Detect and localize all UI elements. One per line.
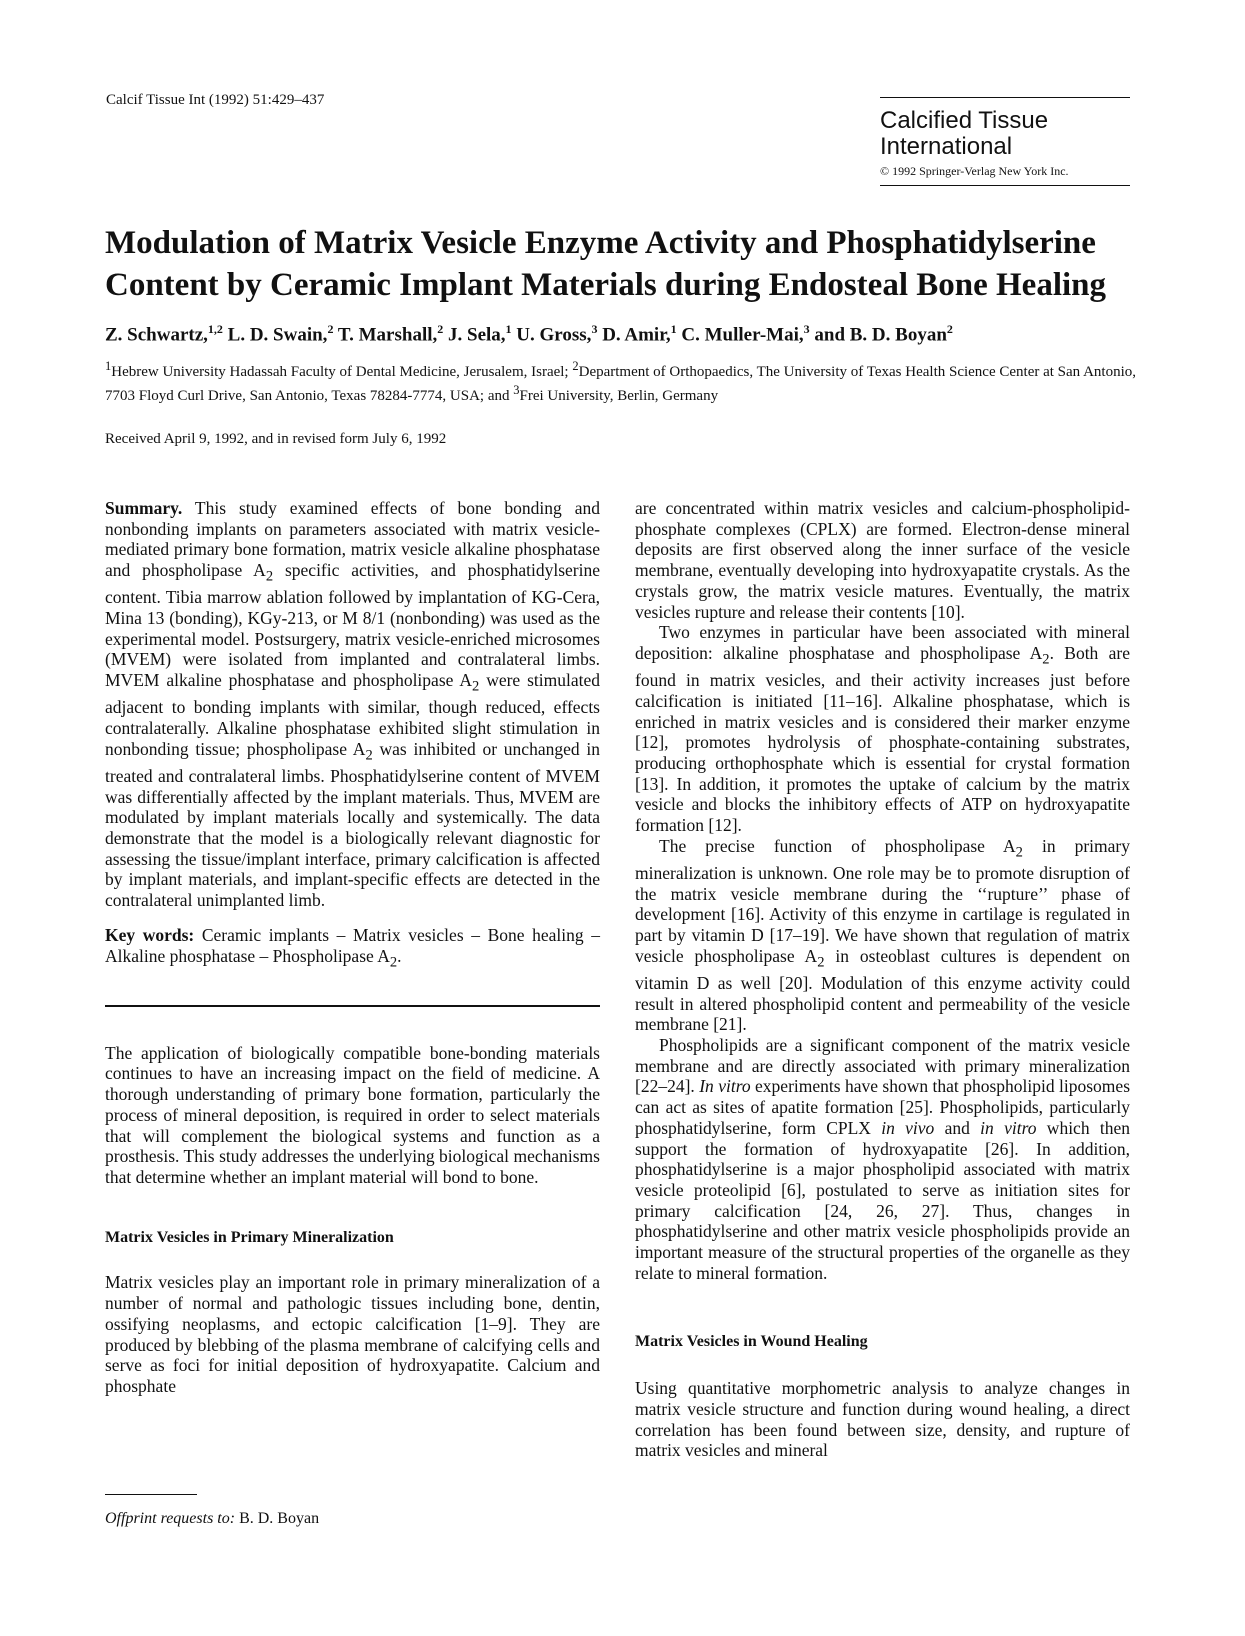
paragraph-phospholipids: Phospholipids are a significant component of the matrix vesicle membrane and are directly associated with primary mineralization [22–24]. In vitro experiments have shown that phospholipid liposomes can act as sites of apatite formation [25]. Phospholipids, particularly phosphatidylserine, form CPLX in vivo and in vitro which then support the formation of hydroxyapatite [26]. In addition, phosphatidylserine is a major phospholipid associated with matrix vesicle proteolipid [6], postulated to serve as initiation sites for primary calcification [24, 26, 27]. Thus, changes in phosphatidylserine and other matrix vesicle phospholipids provide an important measure of the structural properties of the organelle as they relate to mineral formation. bbox=[635, 1035, 1130, 1283]
article-title-line1: Modulation of Matrix Vesicle Enzyme Activity and Phosphatidylserine bbox=[105, 225, 1096, 261]
journal-name-line1: Calcified Tissue bbox=[880, 107, 1049, 134]
author-name: and B. D. Boyan bbox=[814, 324, 947, 346]
section-heading-wound-healing: Matrix Vesicles in Wound Healing bbox=[635, 1332, 868, 1350]
paragraph-enzymes: Two enzymes in particular have been associated with mineral deposition: alkaline phosphatase and phospholipase $A_2$. Both are found in matrix vesicles, and their activity increases just before calcification is initiated [11–16]. Alkaline phosphatase, which is enriched in matrix vesicles and is considered their marker enzyme [12], promotes hydrolysis of phosphate-containing substrates, producing orthophosphate which is essential for crystal formation [13]. In addition, it promotes the uptake of calcium by the matrix vesicle and blocks the inhibitory effects of ATP on hydroxyapatite formation [12]. bbox=[635, 622, 1130, 836]
author-affiliation-marker: 2 bbox=[946, 322, 953, 336]
footnote-divider bbox=[105, 1494, 197, 1495]
masthead-bottom-rule bbox=[880, 185, 1130, 186]
right-column bbox=[635, 498, 1130, 1461]
journal-citation: Calcif Tissue Int (1992) 51:429–437 bbox=[106, 92, 325, 108]
journal-masthead bbox=[880, 97, 1130, 186]
offprint-footnote bbox=[105, 1510, 319, 1528]
paragraph-phospholipase: The precise function of phospholipase $A_2$ in primary mineralization is unknown. One role may be to promote disruption of the matrix vesicle membrane during the ‘‘rupture’’ phase of development [16]. Activity of this enzyme in cartilage is regulated in part by vitamin D [17–19]. We have shown that regulation of matrix vesicle phospholipase $A_2$ in osteoblast cultures is dependent on vitamin D as well [20]. Modulation of this enzyme activity could result in altered phospholipid content and permeability of the vesicle membrane [21]. bbox=[635, 835, 1131, 1035]
author-name: D. Amir, bbox=[602, 324, 671, 346]
wound-healing-paragraph: Using quantitative morphometric analysis to analyze changes in matrix vesicle structure and function during wound healing, a direct correlation has been found between size, density, and rupture of matrix vesicles and mineral bbox=[635, 1378, 1130, 1461]
section-heading-primary-mineralization: Matrix Vesicles in Primary Mineralization bbox=[105, 1228, 394, 1246]
author-affiliation-marker: 2 bbox=[327, 322, 334, 336]
article-title bbox=[105, 222, 1165, 306]
author-affiliation-marker: 1 bbox=[670, 322, 677, 336]
author-name: U. Gross, bbox=[516, 324, 592, 346]
summary-label: Summary. bbox=[105, 498, 183, 518]
footnote-name: B. D. Boyan bbox=[235, 1510, 320, 1527]
keywords-paragraph bbox=[105, 925, 600, 973]
intro-paragraph: The application of biologically compatible bone-bonding materials continues to have an increasing impact on the field of medicine. A thorough understanding of primary bone formation, particularly the process of mineral deposition, is required in order to select materials that will complement the biological systems and function as a prosthesis. This study addresses the underlying biological mechanisms that determine whether an implant material will bond to bone. bbox=[105, 1042, 600, 1187]
summary-paragraph bbox=[105, 498, 600, 911]
paragraph-continuation: are concentrated within matrix vesicles and calcium-phospholipid-phosphate complexes (CPLX) are formed. Electron-dense mineral deposits are first observed along the inner surface of the vesicle membrane, eventually developing into hydroxyapatite crystals. As the crystals grow, the matrix vesicle matures. Eventually, the matrix vesicles rupture and release their contents [10]. bbox=[635, 498, 1130, 622]
author-affiliation-marker: 1,2 bbox=[207, 322, 223, 336]
footnote-label: Offprint requests to: bbox=[105, 1510, 236, 1527]
copyright-notice: © 1992 Springer-Verlag New York Inc. bbox=[880, 164, 1069, 178]
author-list bbox=[105, 322, 1185, 346]
author-affiliation-marker: 2 bbox=[437, 322, 444, 336]
author-name: L. D. Swain, bbox=[227, 324, 328, 346]
author-affiliation-marker: 1 bbox=[505, 322, 512, 336]
received-dates: Received April 9, 1992, and in revised form July 6, 1992 bbox=[105, 431, 447, 447]
keywords-label: Key words: bbox=[105, 924, 195, 945]
journal-name-line2: International bbox=[880, 133, 1013, 160]
author-name: J. Sela, bbox=[448, 324, 506, 346]
summary-text: This study examined effects of bone bonding and nonbonding implants on parameters associated with matrix vesicle-mediated primary bone formation, matrix vesicle alkaline phosphatase and phospholipase $A_2$ specific activities, and phosphatidylserine content. Tibia marrow ablation followed by implantation of KG-Cera, Mina 13 (bonding), KGy-213, or M 8/1 (nonbonding) was used as the experimental model. Postsurgery, matrix vesicle-enriched microsomes (MVEM) were isolated from implanted and contralateral limbs. MVEM alkaline phosphatase and phospholipase $A_2$ were stimulated adjacent to bonding implants with similar, though reduced, effects contralaterally. Alkaline phosphatase exhibited slight stimulation in nonbonding tissue; phospholipase $A_2$ was inhibited or unchanged in treated and contralateral limbs. Phosphatidylserine content of MVEM was differentially affected by the implant materials. Thus, MVEM are modulated by implant materials locally and systemically. The data demonstrate that the model is a biologically relevant diagnostic for assessing the tissue/implant interface, primary calcification is affected by implant materials, and implant-specific effects are detected in the contralateral unimplanted limb. bbox=[105, 498, 600, 911]
author-affiliations: $^1$Hebrew University Hadassah Faculty of Dental Medicine, Jerusalem, Israel; $^2$Department of Orthopaedics, The University of Texas Health Science Center at San Antonio, 7703 Floyd Curl Drive, San Antonio, Texas 78284-7774, USA; and $^3$Frei University, Berlin, Germany bbox=[105, 359, 1137, 404]
summary-divider bbox=[105, 1005, 600, 1007]
primary-mineralization-paragraph: Matrix vesicles play an important role in primary mineralization of a number of normal and pathologic tissues including bone, dentin, ossifying neoplasms, and ectopic calcification [1–9]. They are produced by blebbing of the plasma membrane of calcifying cells and serve as foci for initial deposition of hydroxyapatite. Calcium and phosphate bbox=[105, 1272, 600, 1396]
author-name: C. Muller-Mai, bbox=[681, 324, 804, 346]
author-affiliation-marker: 3 bbox=[803, 322, 810, 336]
journal-name bbox=[880, 108, 1130, 160]
left-column bbox=[105, 498, 600, 1397]
author-name: Z. Schwartz, bbox=[105, 324, 208, 346]
article-title-line2: Content by Ceramic Implant Materials during Endosteal Bone Healing bbox=[105, 267, 1107, 303]
author-name: T. Marshall, bbox=[337, 324, 438, 346]
masthead-top-rule bbox=[880, 97, 1130, 98]
author-affiliation-marker: 3 bbox=[591, 322, 598, 336]
keywords-text: Ceramic implants – Matrix vesicles – Bone healing – Alkaline phosphatase – Phospholipase $A_2$. bbox=[105, 924, 600, 971]
